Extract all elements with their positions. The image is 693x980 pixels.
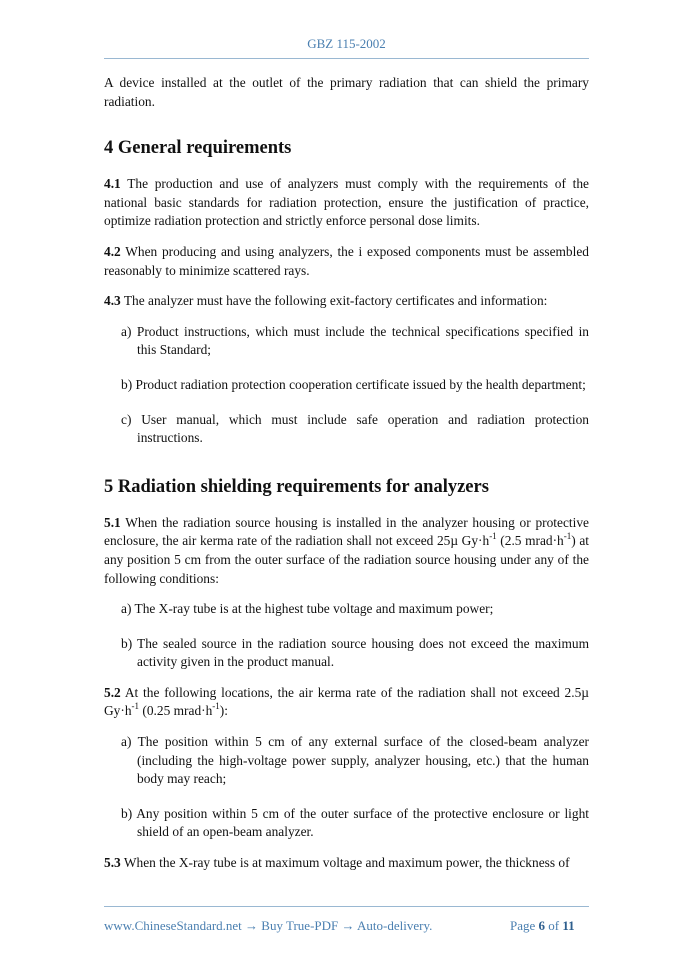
clause-5-1 — [104, 514, 589, 588]
clause-text: When the X-ray tube is at maximum voltage and maximum power, the thickness of — [120, 855, 570, 871]
clause-number: 4.2 — [104, 243, 121, 259]
superscript: -1 — [563, 530, 572, 541]
footer-divider — [104, 906, 589, 907]
clause-text: At the following locations, the air kerma rate of the radiation shall not exceed 2.5µ Gy·h — [104, 684, 589, 719]
list-item: b) The sealed source in the radiation source housing does not exceed the maximum activity given in the product manual. — [121, 635, 589, 670]
page-current: 6 — [538, 918, 546, 933]
page-label: Page — [510, 918, 536, 933]
superscript: -1 — [131, 701, 140, 711]
page-header: GBZ 115-2002 — [307, 36, 386, 51]
clause-number: 4.3 — [104, 293, 121, 309]
list-item: c) User manual, which must include safe operation and radiation protection instructions. — [121, 411, 589, 446]
list-item: a) Product instructions, which must include the technical specifications specified in this Standard; — [121, 323, 589, 358]
section-5-heading: 5 Radiation shielding requirements for analyzers — [104, 476, 489, 497]
list-item: a) The X-ray tube is at the highest tube voltage and maximum power; — [121, 601, 494, 617]
header-divider — [104, 58, 589, 59]
clause-text: The analyzer must have the following exit-factory certificates and information: — [120, 293, 548, 309]
clause-text: The production and use of analyzers must comply with the requirements of the national basic standards for radiation protection, ensure the justification of practice, optimize radiation protection and strictly enforce personal dose limits. — [104, 176, 589, 229]
clause-4-3 — [104, 292, 589, 311]
clause-number: 5.3 — [104, 855, 121, 871]
footer-store-link[interactable]: www.ChineseStandard.net → Buy True-PDF → Auto-delivery. — [104, 918, 433, 933]
list-item: b) Any position within 5 cm of the outer surface of the protective enclosure or light shield of an open-beam analyzer. — [121, 805, 589, 840]
list-item: a) The position within 5 cm of any external surface of the closed-beam analyzer (including the high-voltage power supply, analyzer housing, etc.) that the human body may reach; — [121, 734, 589, 787]
page-number — [510, 918, 575, 934]
clause-text: ): — [219, 703, 228, 719]
section-4-heading: 4 General requirements — [104, 138, 292, 159]
list-item: b) Product radiation protection cooperation certificate issued by the health department; — [121, 376, 586, 392]
clause-4-1 — [104, 175, 589, 231]
clause-text: ) at any position 5 cm from the outer surface of the radiation source housing under any of the following conditions: — [104, 533, 589, 586]
page-total: 11 — [562, 918, 575, 933]
clause-4-2 — [104, 243, 589, 280]
clause-number: 4.1 — [104, 176, 121, 192]
clause-5-3 — [104, 854, 589, 873]
page-content — [104, 74, 589, 885]
page-of: of — [548, 918, 560, 933]
intro-paragraph: A device installed at the outlet of the primary radiation that can shield the primary radiation. — [104, 75, 589, 109]
clause-text: (0.25 mrad·h — [139, 703, 213, 719]
superscript: -1 — [212, 701, 220, 711]
clause-number: 5.1 — [104, 514, 121, 530]
clause-number: 5.2 — [104, 684, 121, 700]
clause-5-2 — [104, 684, 589, 721]
clause-text: When the radiation source housing is installed in the analyzer housing or protective enclosure, the air kerma rate of the radiation shall not exceed 25µ Gy·h — [104, 514, 589, 549]
clause-text: (2.5 mrad·h — [496, 533, 564, 549]
superscript: -1 — [489, 530, 497, 541]
clause-text: When producing and using analyzers, the i exposed components must be assembled reasonably to minimize scattered rays. — [104, 243, 589, 278]
